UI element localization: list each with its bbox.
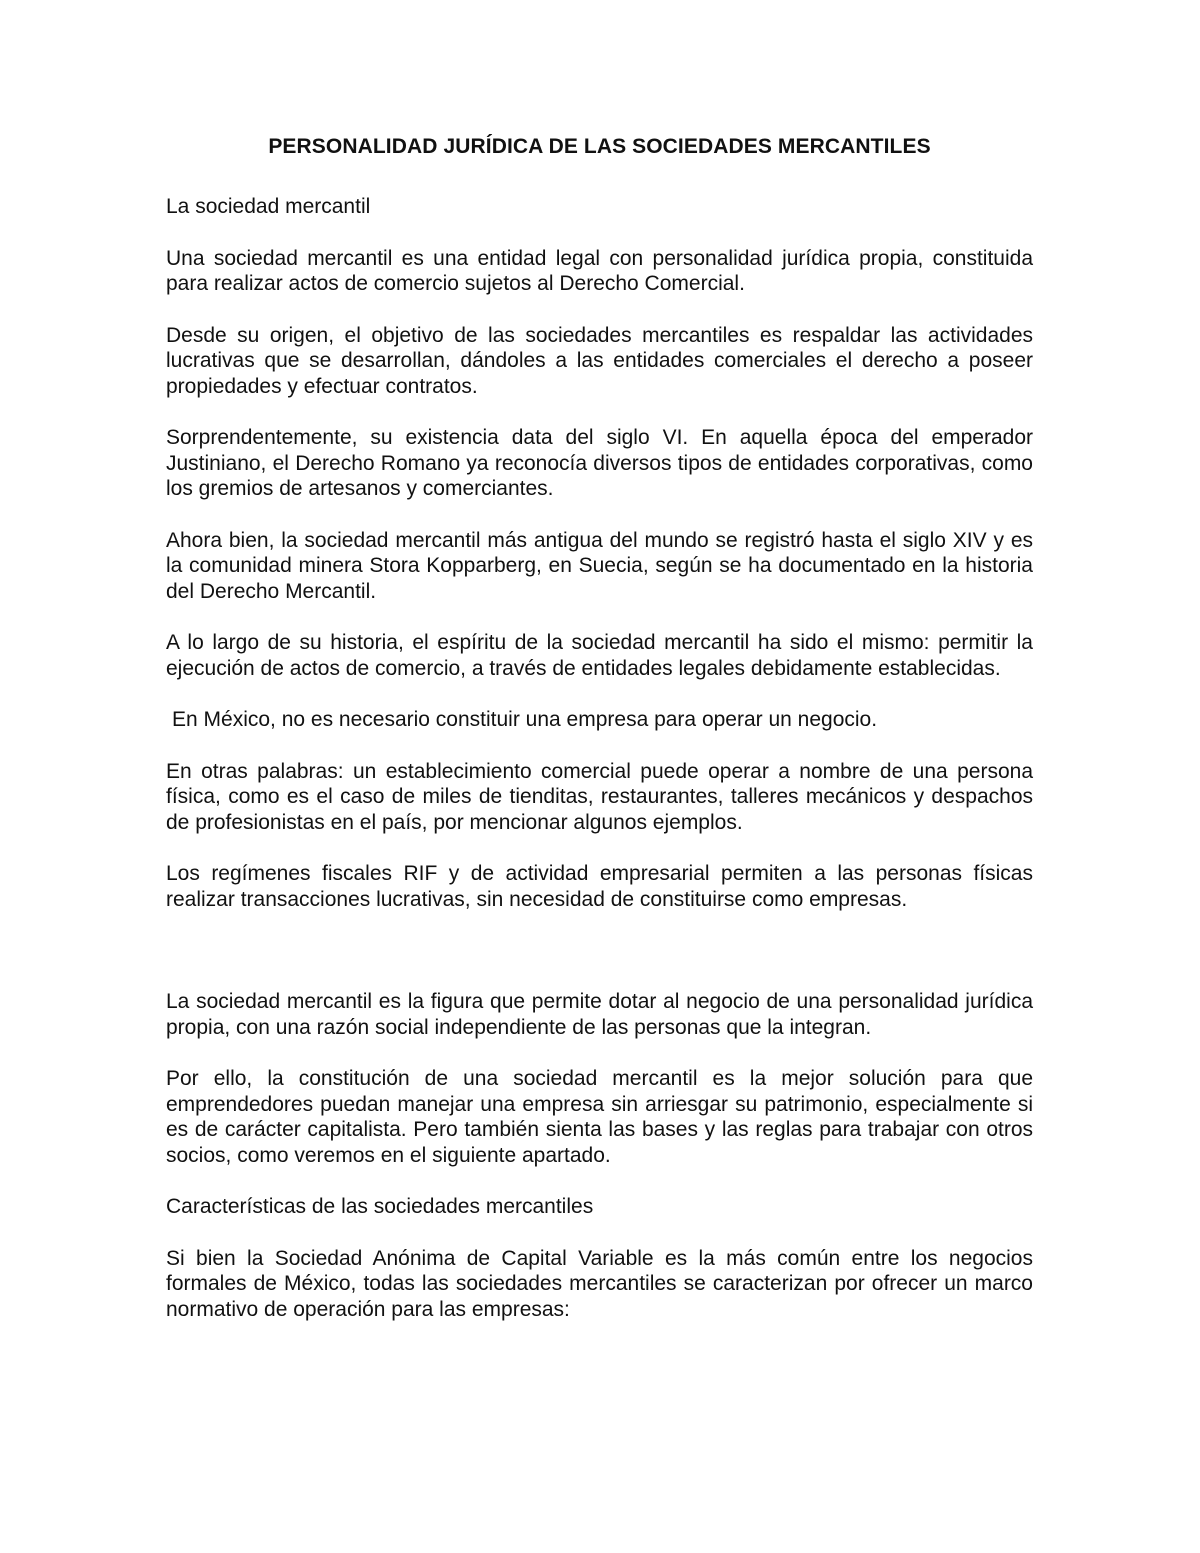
paragraph-best-solution: Por ello, la constitución de una sociedad mercantil es la mejor solución para que emprendedores puedan manejar una empresa sin arriesgar su patrimonio, especialmente si es de carácter capitalista. Pero también sienta las bases y las reglas para trabajar con otros socios, como veremos en el siguiente apartado. — [166, 1067, 1033, 1167]
paragraph-mexico: En México, no es necesario constituir una empresa para operar un negocio. — [172, 708, 878, 731]
paragraph-other-words: En otras palabras: un establecimiento comercial puede operar a nombre de una persona física, como es el caso de miles de tienditas, restaurantes, talleres mecánicos y despachos de profesionistas en el país, por mencionar algunos ejemplos. — [166, 759, 1033, 834]
document-title: PERSONALIDAD JURÍDICA DE LAS SOCIEDADES MERCANTILES — [268, 135, 931, 158]
paragraph-legal-figure: La sociedad mercantil es la figura que permite dotar al negocio de una personalidad jurídica propia, con una razón social independiente de las personas que la integran. — [166, 990, 1033, 1039]
section-heading-caracteristicas: Características de las sociedades mercantiles — [166, 1195, 594, 1218]
paragraph-definition: Una sociedad mercantil es una entidad legal con personalidad jurídica propia, constituida para realizar actos de comercio sujetos al Derecho Comercial. — [166, 246, 1033, 295]
paragraph-spirit: A lo largo de su historia, el espíritu de la sociedad mercantil ha sido el mismo: permitir la ejecución de actos de comercio, a través de entidades legales debidamente establecidas. — [166, 631, 1033, 680]
paragraph-origin: Sorprendentemente, su existencia data del siglo VI. En aquella época del emperador Justiniano, el Derecho Romano ya reconocía diversos tipos de entidades corporativas, como los gremios de artesanos y comerciantes. — [166, 426, 1033, 500]
document-body — [166, 134, 1033, 1348]
paragraph-oldest-company: Ahora bien, la sociedad mercantil más antigua del mundo se registró hasta el siglo XIV y es la comunidad minera Stora Kopparberg, en Suecia, según se ha documentado en la historia del Derecho Mercantil. — [166, 528, 1033, 603]
section-heading-sociedad-mercantil: La sociedad mercantil — [166, 195, 371, 218]
paragraph-tax-regimes: Los regímenes fiscales RIF y de actividad empresarial permiten a las personas físicas realizar transacciones lucrativas, sin necesidad de constituirse como empresas. — [166, 862, 1033, 911]
paragraph-objective: Desde su origen, el objetivo de las sociedades mercantiles es respaldar las actividades lucrativas que se desarrollan, dándoles a las entidades comerciales el derecho a poseer propiedades y efectuar contratos. — [166, 323, 1033, 398]
paragraph-characteristics: Si bien la Sociedad Anónima de Capital Variable es la más común entre los negocios formales de México, todas las sociedades mercantiles se caracterizan por ofrecer un marco normativo de operación para las empresas: — [166, 1246, 1033, 1321]
